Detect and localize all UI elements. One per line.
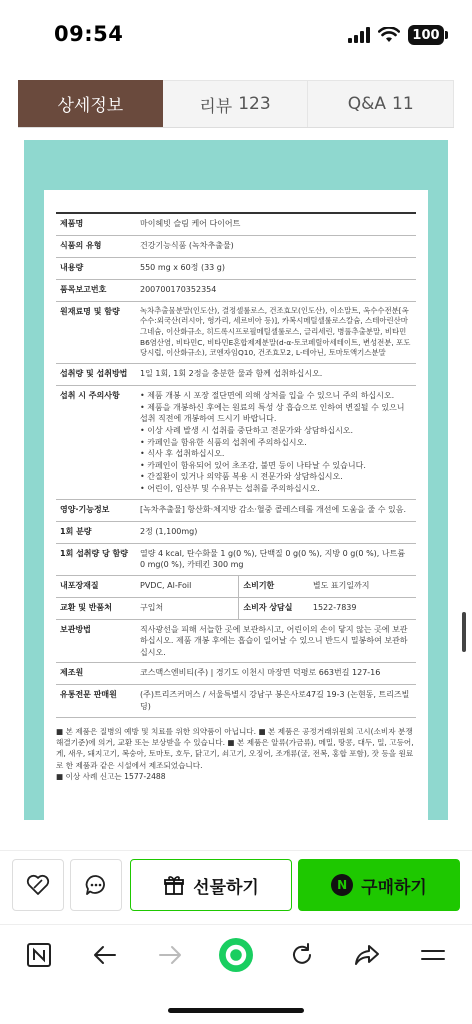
row-value: 1일 1회, 1회 2정을 충분한 물과 함께 섭취하십시오. [136, 364, 416, 386]
row-label: 교환 및 반품처 [56, 597, 136, 619]
tab-reviews-label: 리뷰 [199, 96, 233, 117]
product-detail-image [24, 140, 448, 820]
row-label: 소비기한 [239, 575, 309, 597]
refresh-icon [288, 941, 316, 969]
legal-notes [56, 726, 416, 783]
status-time: 09:54 [54, 22, 124, 46]
tab-reviews-count: 123 [238, 94, 271, 114]
battery-icon: 100 [408, 25, 444, 45]
table-row [56, 685, 416, 717]
row-label: 제조원 [56, 663, 136, 685]
heart-icon [25, 872, 51, 898]
note-text: ■ 본 제품은 질병의 예방 및 치료를 위한 의약품이 아닙니다. ■ 본 제품은 공정거래위원회 고시(소비자 분쟁해결기준)에 의거, 교환 또는 보상받을 수 있습니다. ■ 본 제품은 알류(가금류), 메밀, 땅콩, 대두, 밀, 고등어, 게, 새우, 돼지고기, 복숭아, 토마토, 호두, 닭고기, 쇠고기, 오징어, 조개류(굴, 전복, 홍합 포함), 잣 등을 원료로 한 제품과 같은 시설에서 제조되었습니다. [56, 726, 414, 770]
tab-qna-label: Q&A [347, 94, 386, 114]
product-info-table [56, 212, 416, 718]
row-value: 건강기능식품 (녹차추출물) [136, 235, 416, 257]
chat-bubble-icon [83, 872, 109, 898]
caution-list [140, 390, 412, 494]
naver-pay-icon: N [331, 874, 353, 896]
row-value: (주)트리즈커머스 / 서울특별시 강남구 봉은사로47길 19-3 (논현동, 트리즈빌딩) [136, 685, 416, 717]
row-label: 1회 섭취량 당 함량 [56, 543, 136, 575]
share-button[interactable] [345, 933, 389, 977]
row-label: 섭취 시 주의사항 [56, 386, 136, 499]
buy-button-label: 구매하기 [361, 877, 427, 898]
row-label: 식품의 유형 [56, 235, 136, 257]
row-label: 유통전문 판매원 [56, 685, 136, 717]
row-label: 내용량 [56, 257, 136, 279]
table-row [56, 257, 416, 279]
green-dot-button[interactable] [214, 933, 258, 977]
table-row [56, 597, 416, 619]
row-label: 원재료명 및 함량 [56, 301, 136, 364]
refresh-button[interactable] [280, 933, 324, 977]
row-value: PVDC, Al-Foil [136, 575, 239, 597]
list-item: • 제품을 개봉하신 후에는 원료의 특성 상 흡습으로 인하여 변질될 수 있으니 섭취 직전에 개봉하여 드시기 바랍니다. [140, 402, 405, 424]
row-label: 소비자 상담실 [239, 597, 309, 619]
table-row [56, 575, 416, 597]
list-item: • 식사 후 섭취하십시오. [140, 449, 225, 459]
table-row [56, 663, 416, 685]
buy-button[interactable] [298, 859, 460, 911]
wishlist-button[interactable] [12, 859, 64, 911]
arrow-left-icon [91, 941, 119, 969]
browser-nav-bar [0, 924, 472, 984]
row-value: 1522-7839 [309, 597, 416, 619]
row-value: 열량 4 kcal, 탄수화물 1 g(0 %), 단백질 0 g(0 %), 지방 0 g(0 %), 나트륨 0 mg(0 %), 카테킨 300 mg [136, 543, 416, 575]
row-value: 별도 표기일까지 [309, 575, 416, 597]
row-value: 550 mg x 60정 (33 g) [136, 257, 416, 279]
row-label: 1회 분량 [56, 521, 136, 543]
status-bar [0, 0, 472, 70]
row-label: 품목보고번호 [56, 279, 136, 301]
note-text: ■ 이상 사례 신고는 1577-2488 [56, 772, 166, 782]
row-value: 200700170352354 [136, 279, 416, 301]
wifi-icon [378, 27, 400, 43]
list-item: • 제품 개봉 시 포장 절단면에 의해 상처를 입을 수 있으니 주의 하십시오. [140, 391, 395, 401]
status-icons [348, 24, 444, 46]
back-button[interactable] [83, 933, 127, 977]
row-value: 2정 (1,100mg) [136, 521, 416, 543]
tab-qna[interactable] [308, 80, 454, 127]
table-row [56, 619, 416, 663]
table-row [56, 235, 416, 257]
row-value: 녹차추출물분말(인도산), 결정셀룰로스, 건조효모(인도산), 이소말트, 옥수수전분[옥수수:외국산(러시아, 헝가리, 세르비아 등)], 카복시메틸셀룰로스칼슘, 스테아린산마그네슘, 이산화규소, 히드록시프로필메틸셀룰로스, 글리세린, 병풀추출분말, 비타민B6염산염, 비타민C, 비타민E혼합제제분말(d-α-토코페릴아세테이트, 변성전분, 포도당시럽, 이산화규소), 코엔자임Q10, 건조효모2, L-테아닌, 토마토액기스분말 [136, 301, 416, 364]
list-item: • 어린이, 임산부 및 수유부는 섭취를 주의하십시오. [140, 483, 320, 493]
row-value: 구입처 [136, 597, 239, 619]
list-item: • 이상 사례 발생 시 섭취를 중단하고 전문가와 상담하십시오. [140, 425, 354, 435]
table-row [56, 364, 416, 386]
row-value [136, 386, 416, 499]
gift-button[interactable] [130, 859, 292, 911]
row-label: 보관방법 [56, 619, 136, 663]
naver-home-button[interactable] [17, 933, 61, 977]
green-dot-icon [218, 937, 254, 973]
tab-details-label: 상세정보 [57, 96, 124, 116]
table-row [56, 543, 416, 575]
row-label: 제품명 [56, 213, 136, 235]
list-item: • 카페인을 함유한 식품의 섭취에 주의하십시오. [140, 437, 307, 447]
table-row [56, 279, 416, 301]
naver-logo-icon [26, 942, 52, 968]
talk-button[interactable] [70, 859, 122, 911]
gift-button-label: 선물하기 [193, 877, 259, 898]
table-row [56, 213, 416, 235]
menu-button[interactable] [411, 933, 455, 977]
row-label: 내포장재질 [56, 575, 136, 597]
hamburger-menu-icon [419, 941, 447, 969]
row-value: 코스맥스엔비티(주) | 경기도 이천시 마장면 덕평로 663번길 127-16 [136, 663, 416, 685]
arrow-right-icon [156, 941, 184, 969]
list-item: • 간질환이 있거나 의약품 복용 시 전문가와 상담하십시오. [140, 472, 343, 482]
signal-icon [348, 27, 370, 43]
table-row [56, 521, 416, 543]
gift-icon [163, 874, 185, 896]
row-value: 마이헤빗 슬림 케어 다이어트 [136, 213, 416, 235]
home-indicator[interactable] [168, 1008, 304, 1013]
table-row [56, 301, 416, 364]
row-value: [녹차추출물] 항산화·체지방 감소·혈중 콜레스테롤 개선에 도움을 줄 수 있음. [136, 499, 416, 521]
tab-reviews[interactable] [163, 80, 309, 127]
share-icon [353, 941, 381, 969]
scrollbar-thumb[interactable] [462, 612, 466, 652]
purchase-bar [0, 850, 472, 920]
row-value: 직사광선을 피해 서늘한 곳에 보관하시고, 어린이의 손이 닿지 않는 곳에 보관하십시오. 제품 개봉 후에는 흡습이 일어날 수 있으니 반드시 밀봉하여 보관하십시오. [136, 619, 416, 663]
list-item: • 카페인이 함유되어 있어 초조감, 불면 등이 나타날 수 있습니다. [140, 460, 366, 470]
forward-button[interactable] [148, 933, 192, 977]
tab-qna-count: 11 [392, 94, 414, 114]
table-row [56, 499, 416, 521]
table-row [56, 386, 416, 499]
tab-details[interactable] [18, 80, 163, 127]
detail-tabs [18, 80, 454, 128]
row-label: 영양·기능정보 [56, 499, 136, 521]
row-label: 섭취량 및 섭취방법 [56, 364, 136, 386]
product-info-sheet [44, 190, 428, 820]
